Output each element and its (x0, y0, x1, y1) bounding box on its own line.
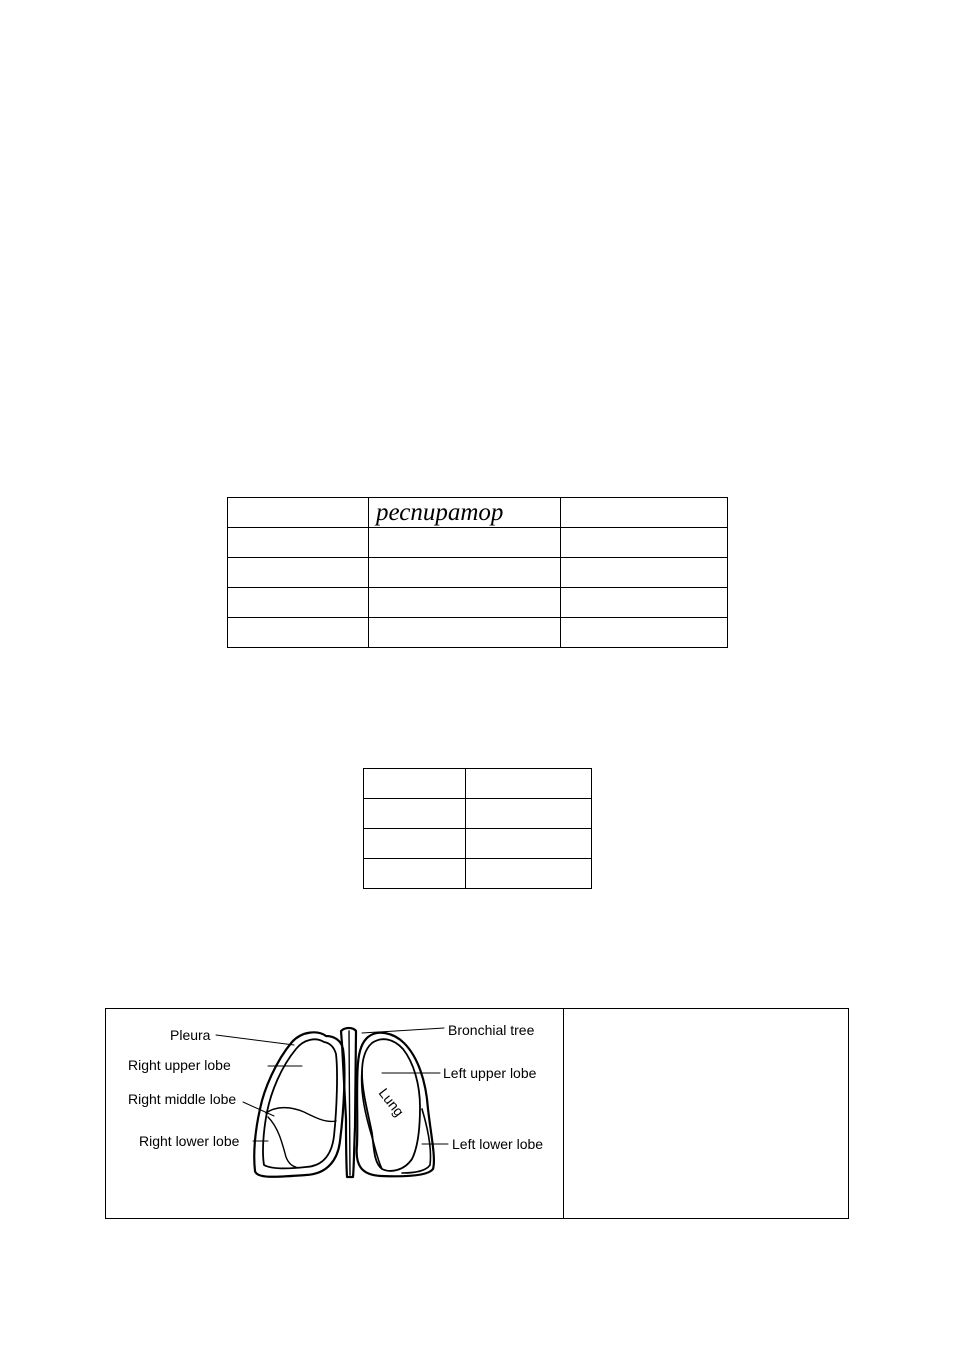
label-right-upper-lobe: Right upper lobe (128, 1057, 231, 1073)
table-cell (466, 769, 592, 799)
table-row (228, 558, 728, 588)
table-row (364, 859, 592, 889)
table-cell (466, 859, 592, 889)
table-row (228, 528, 728, 558)
figure-box (105, 1008, 849, 1219)
label-right-middle-lobe: Right middle lobe (128, 1091, 237, 1107)
table-2 (363, 768, 592, 889)
table-cell (561, 528, 728, 558)
table-cell (364, 799, 466, 829)
table-cell (369, 558, 561, 588)
table-row (228, 618, 728, 648)
right-lung-outer-outline (254, 1032, 344, 1176)
table-cell (228, 618, 369, 648)
table-cell (561, 588, 728, 618)
leader-line-pleura (216, 1035, 294, 1045)
table-row (228, 498, 728, 528)
lung-diagram (106, 1009, 563, 1218)
table-cell (561, 558, 728, 588)
table-row (364, 829, 592, 859)
label-lung: Lung (375, 1084, 408, 1120)
label-left-upper-lobe: Left upper lobe (443, 1065, 537, 1081)
table-cell (228, 558, 369, 588)
left-lower-lobe-edge (402, 1109, 431, 1173)
table-cell (228, 588, 369, 618)
right-lower-lobe-fissure (268, 1117, 296, 1167)
table-cell (466, 799, 592, 829)
table-cell (364, 769, 466, 799)
label-pleura: Pleura (170, 1027, 211, 1043)
label-left-lower-lobe: Left lower lobe (452, 1136, 544, 1152)
table-cell (369, 618, 561, 648)
table-cell (369, 588, 561, 618)
table-cell (561, 498, 728, 528)
table-cell (228, 528, 369, 558)
table-cell (466, 829, 592, 859)
trachea-inner-line (349, 1031, 350, 1175)
right-lung-inner-outline (263, 1039, 337, 1168)
table-cell (364, 829, 466, 859)
table-cell (228, 498, 369, 528)
handwritten-word: респиратор (376, 499, 504, 526)
table-cell (369, 528, 561, 558)
table-row (364, 769, 592, 799)
table-cell (369, 498, 561, 528)
table-1 (227, 497, 728, 648)
right-middle-lobe-fissure (266, 1108, 336, 1122)
leader-line-bronchial-tree (362, 1028, 444, 1033)
table-row (228, 588, 728, 618)
table-cell (364, 859, 466, 889)
column-divider (563, 1009, 564, 1218)
left-lung-edge-line (362, 1071, 382, 1169)
table-cell (561, 618, 728, 648)
label-right-lower-lobe: Right lower lobe (139, 1133, 240, 1149)
label-bronchial-tree: Bronchial tree (448, 1022, 535, 1038)
table-row (364, 799, 592, 829)
